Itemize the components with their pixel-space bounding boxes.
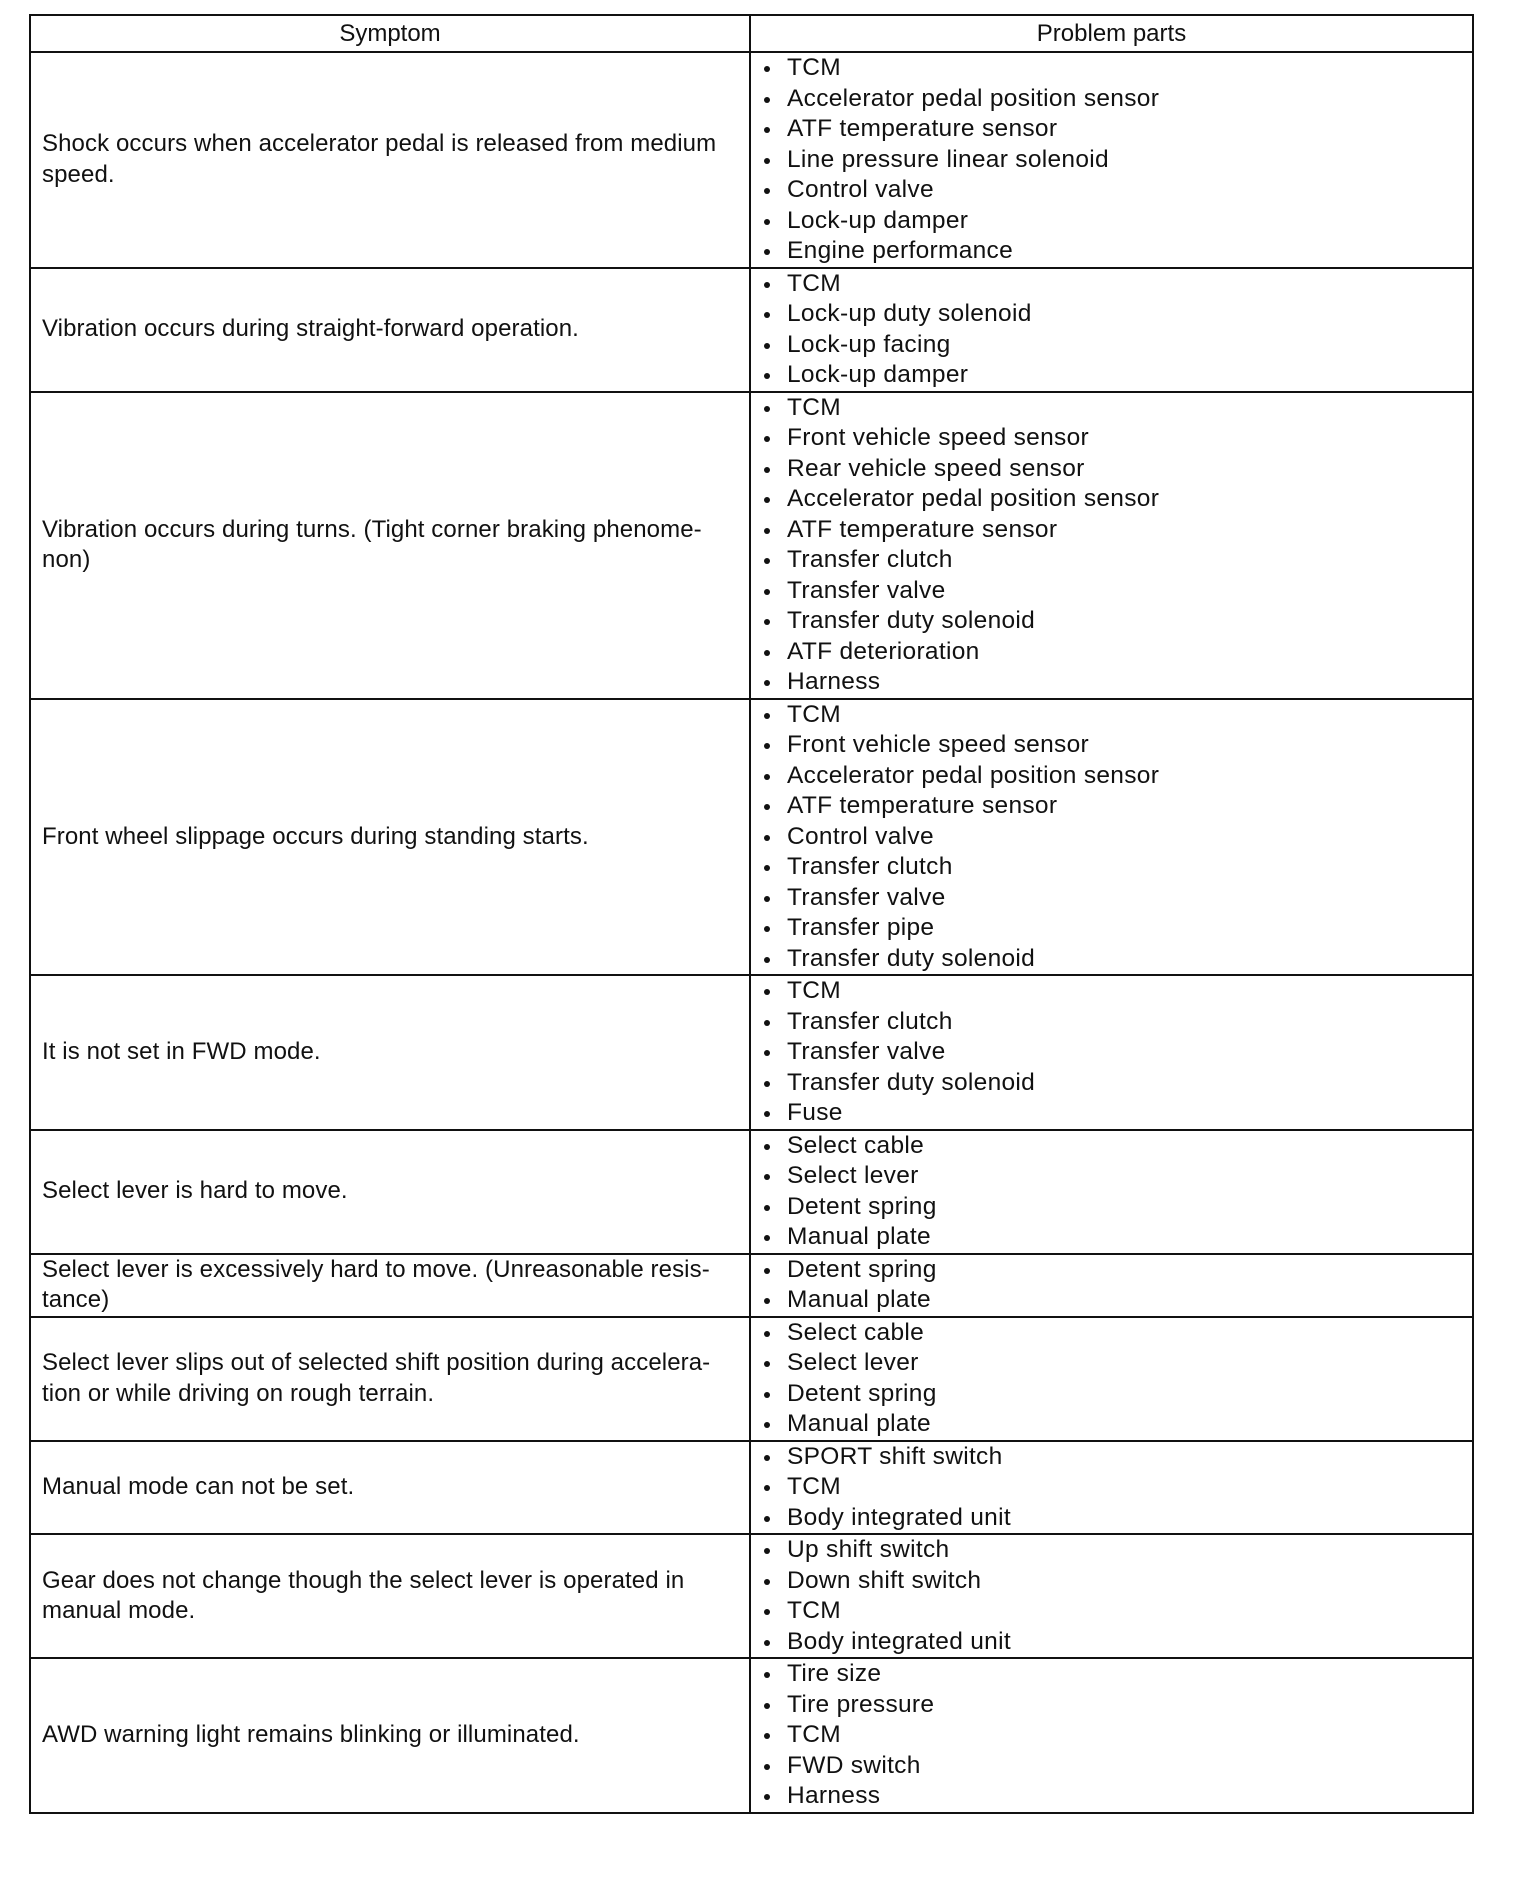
problem-part-item: Select lever (751, 1161, 1472, 1192)
symptom-cell: Vibration occurs during turns. (Tight corner braking phenome-non) (30, 392, 750, 699)
problem-parts-cell (750, 392, 1473, 699)
symptom-cell: AWD warning light remains blinking or illuminated. (30, 1658, 750, 1813)
table-row (30, 1441, 1473, 1535)
problem-part-item: Tire pressure (751, 1690, 1472, 1721)
problem-part-item: FWD switch (751, 1751, 1472, 1782)
problem-part-item: ATF temperature sensor (751, 515, 1472, 546)
symptom-cell: Shock occurs when accelerator pedal is released from medium speed. (30, 52, 750, 268)
table-row (30, 1534, 1473, 1658)
problem-parts-list (751, 53, 1472, 267)
table-row (30, 52, 1473, 268)
problem-parts-cell (750, 1254, 1473, 1317)
problem-part-item: Lock-up damper (751, 206, 1472, 237)
problem-parts-cell (750, 1534, 1473, 1658)
problem-part-item: Front vehicle speed sensor (751, 423, 1472, 454)
problem-part-item: Lock-up facing (751, 330, 1472, 361)
symptom-cell: Manual mode can not be set. (30, 1441, 750, 1535)
symptom-cell: Select lever slips out of selected shift position during accelera-tion or while driving on rough terrain. (30, 1317, 750, 1441)
problem-part-item: Transfer clutch (751, 852, 1472, 883)
problem-part-item: Select cable (751, 1131, 1472, 1162)
problem-part-item: Transfer duty solenoid (751, 606, 1472, 637)
problem-part-item: Transfer duty solenoid (751, 1068, 1472, 1099)
problem-part-item: ATF temperature sensor (751, 791, 1472, 822)
problem-parts-cell (750, 268, 1473, 392)
problem-part-item: Rear vehicle speed sensor (751, 454, 1472, 485)
problem-parts-list (751, 1535, 1472, 1657)
symptom-cell: Select lever is excessively hard to move. (Unreasonable resis-tance) (30, 1254, 750, 1317)
problem-part-item: Lock-up damper (751, 360, 1472, 391)
problem-parts-list (751, 1659, 1472, 1812)
problem-part-item: Harness (751, 667, 1472, 698)
problem-part-item: TCM (751, 1596, 1472, 1627)
symptom-table (29, 14, 1474, 1814)
problem-part-item: Manual plate (751, 1409, 1472, 1440)
problem-part-item: Body integrated unit (751, 1503, 1472, 1534)
problem-parts-list (751, 1318, 1472, 1440)
problem-part-item: Accelerator pedal position sensor (751, 761, 1472, 792)
problem-parts-cell (750, 1658, 1473, 1813)
problem-part-item: ATF temperature sensor (751, 114, 1472, 145)
problem-part-item: Manual plate (751, 1222, 1472, 1253)
problem-parts-list (751, 700, 1472, 975)
problem-part-item: TCM (751, 53, 1472, 84)
problem-part-item: Transfer valve (751, 1037, 1472, 1068)
problem-part-item: Transfer valve (751, 576, 1472, 607)
table-row (30, 1658, 1473, 1813)
symptom-cell: Select lever is hard to move. (30, 1130, 750, 1254)
problem-part-item: TCM (751, 269, 1472, 300)
problem-part-item: Transfer pipe (751, 913, 1472, 944)
problem-parts-list (751, 1442, 1472, 1534)
table-row (30, 975, 1473, 1130)
table-row (30, 392, 1473, 699)
problem-parts-cell (750, 52, 1473, 268)
symptom-cell: Front wheel slippage occurs during standing starts. (30, 699, 750, 976)
problem-parts-list (751, 393, 1472, 698)
problem-part-item: TCM (751, 393, 1472, 424)
problem-part-item: TCM (751, 700, 1472, 731)
problem-parts-list (751, 1255, 1472, 1316)
table-row (30, 1130, 1473, 1254)
problem-part-item: Transfer clutch (751, 545, 1472, 576)
problem-parts-cell (750, 1441, 1473, 1535)
table-row (30, 699, 1473, 976)
problem-part-item: Accelerator pedal position sensor (751, 84, 1472, 115)
problem-part-item: Line pressure linear solenoid (751, 145, 1472, 176)
problem-part-item: Engine performance (751, 236, 1472, 267)
table-row (30, 1254, 1473, 1317)
problem-part-item: Down shift switch (751, 1566, 1472, 1597)
problem-parts-cell (750, 1130, 1473, 1254)
symptom-cell: Gear does not change though the select lever is operated in manual mode. (30, 1534, 750, 1658)
problem-part-item: SPORT shift switch (751, 1442, 1472, 1473)
problem-part-item: Up shift switch (751, 1535, 1472, 1566)
problem-part-item: TCM (751, 1472, 1472, 1503)
problem-parts-cell (750, 699, 1473, 976)
problem-part-item: Harness (751, 1781, 1472, 1812)
problem-part-item: Detent spring (751, 1379, 1472, 1410)
symptom-cell: It is not set in FWD mode. (30, 975, 750, 1130)
problem-part-item: TCM (751, 976, 1472, 1007)
table-row (30, 1317, 1473, 1441)
problem-part-item: Control valve (751, 822, 1472, 853)
problem-parts-cell (750, 975, 1473, 1130)
problem-part-item: Transfer duty solenoid (751, 944, 1472, 975)
problem-part-item: TCM (751, 1720, 1472, 1751)
problem-part-item: ATF deterioration (751, 637, 1472, 668)
problem-part-item: Manual plate (751, 1285, 1472, 1316)
problem-part-item: Accelerator pedal position sensor (751, 484, 1472, 515)
problem-parts-cell (750, 1317, 1473, 1441)
problem-part-item: Transfer valve (751, 883, 1472, 914)
problem-part-item: Detent spring (751, 1192, 1472, 1223)
problem-part-item: Body integrated unit (751, 1627, 1472, 1658)
header-row (30, 15, 1473, 52)
problem-part-item: Transfer clutch (751, 1007, 1472, 1038)
problem-parts-column-header: Problem parts (750, 15, 1473, 52)
problem-part-item: Select lever (751, 1348, 1472, 1379)
problem-parts-list (751, 976, 1472, 1129)
problem-part-item: Lock-up duty solenoid (751, 299, 1472, 330)
table-row (30, 268, 1473, 392)
problem-part-item: Select cable (751, 1318, 1472, 1349)
symptom-column-header: Symptom (30, 15, 750, 52)
problem-part-item: Front vehicle speed sensor (751, 730, 1472, 761)
problem-part-item: Tire size (751, 1659, 1472, 1690)
problem-part-item: Detent spring (751, 1255, 1472, 1286)
problem-part-item: Control valve (751, 175, 1472, 206)
problem-parts-list (751, 1131, 1472, 1253)
problem-part-item: Fuse (751, 1098, 1472, 1129)
symptom-cell: Vibration occurs during straight-forward operation. (30, 268, 750, 392)
table-body (30, 52, 1473, 1813)
problem-parts-list (751, 269, 1472, 391)
